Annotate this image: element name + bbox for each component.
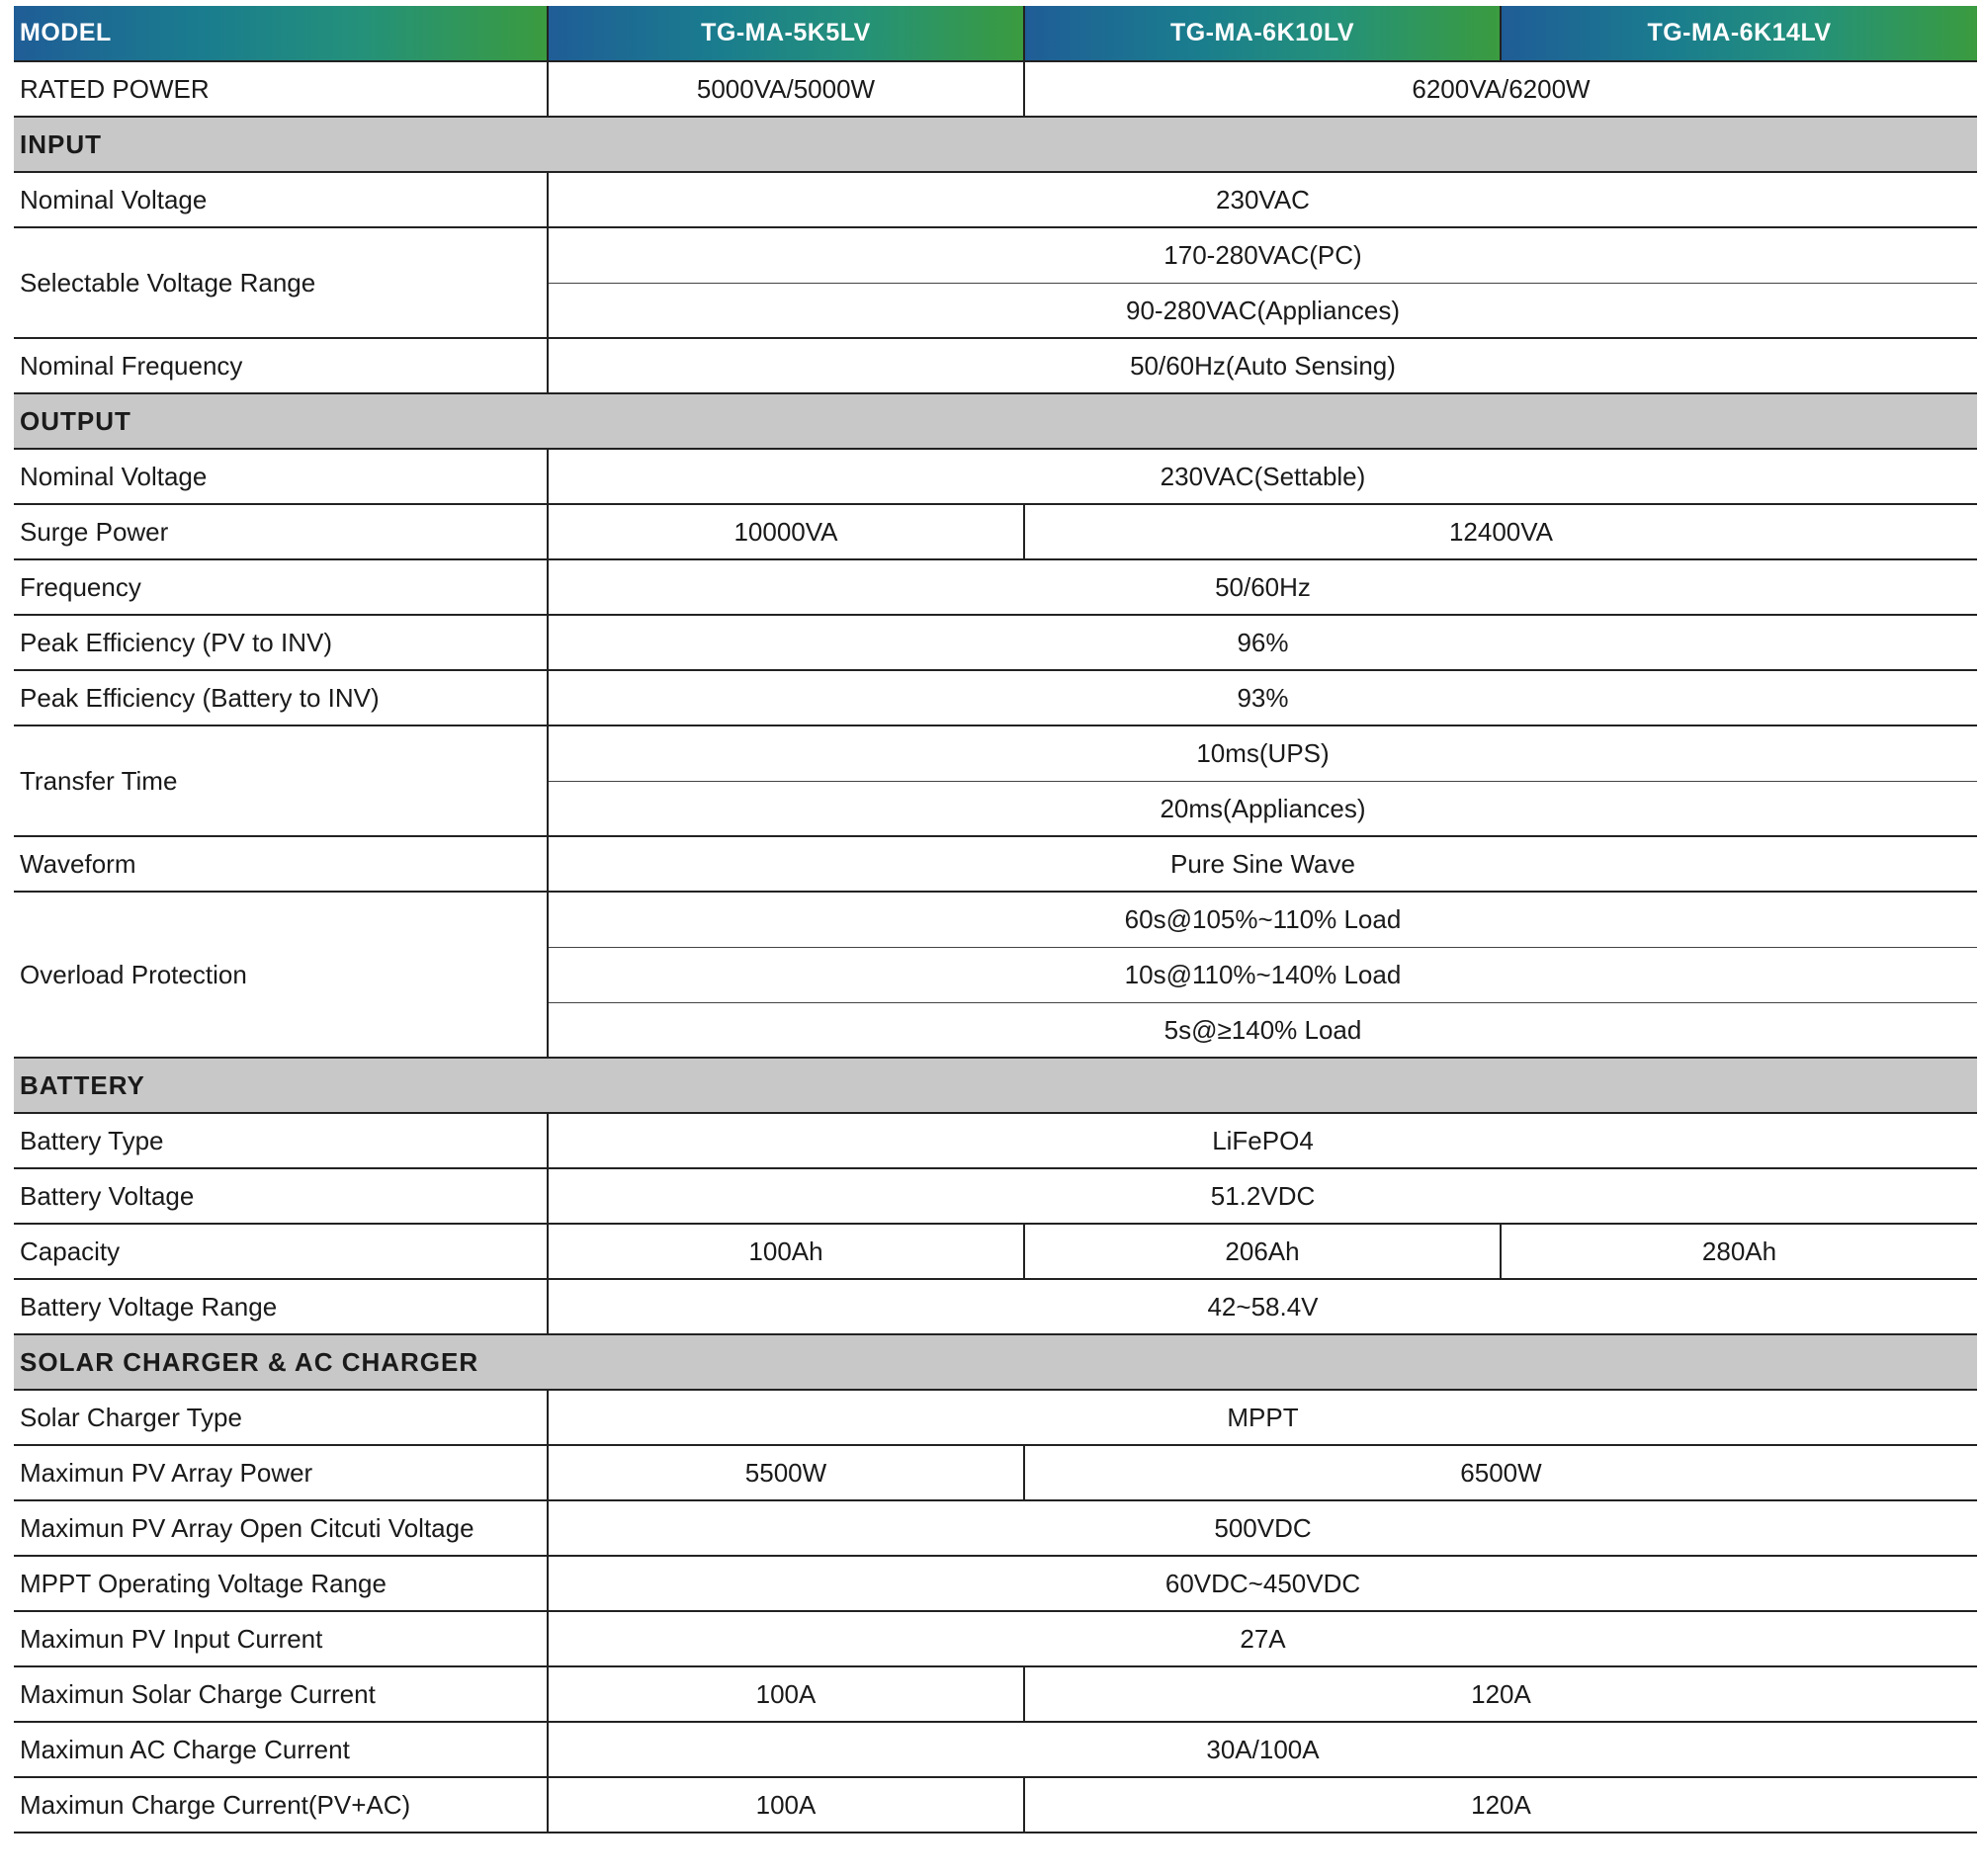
table-row bbox=[14, 504, 1977, 559]
table-row bbox=[14, 1445, 1977, 1500]
cell-frequency: 50/60Hz bbox=[548, 559, 1977, 615]
cell-max-solar-charge-current-6k: 120A bbox=[1024, 1666, 1977, 1722]
cell-capacity-6k10lv: 206Ah bbox=[1024, 1224, 1501, 1279]
table-row bbox=[14, 61, 1977, 117]
cell-max-pv-open-voltage: 500VDC bbox=[548, 1500, 1977, 1556]
cell-capacity-6k14lv: 280Ah bbox=[1501, 1224, 1977, 1279]
row-label-rated-power: RATED POWER bbox=[14, 61, 548, 117]
spec-table bbox=[14, 6, 1977, 1833]
row-label-output-nominal-voltage: Nominal Voltage bbox=[14, 449, 548, 504]
table-row bbox=[14, 1168, 1977, 1224]
cell-peak-eff-battery: 93% bbox=[548, 670, 1977, 725]
table-row bbox=[14, 338, 1977, 393]
table-row bbox=[14, 615, 1977, 670]
table-row bbox=[14, 1500, 1977, 1556]
row-label-waveform: Waveform bbox=[14, 836, 548, 892]
cell-max-charge-current-pv-ac-6k: 120A bbox=[1024, 1777, 1977, 1833]
cell-rated-power-5k5lv: 5000VA/5000W bbox=[548, 61, 1024, 117]
table-row bbox=[14, 892, 1977, 947]
table-row bbox=[14, 725, 1977, 781]
table-header bbox=[14, 6, 1977, 61]
table-row bbox=[14, 1556, 1977, 1611]
model-header-6k10lv: TG-MA-6K10LV bbox=[1024, 6, 1501, 61]
model-header-6k14lv: TG-MA-6K14LV bbox=[1501, 6, 1977, 61]
row-label-input-nominal-voltage: Nominal Voltage bbox=[14, 172, 548, 227]
cell-max-pv-input-current: 27A bbox=[548, 1611, 1977, 1666]
section-title-input: INPUT bbox=[14, 117, 1977, 172]
table-row bbox=[14, 1224, 1977, 1279]
table-row bbox=[14, 1113, 1977, 1168]
cell-solar-charger-type: MPPT bbox=[548, 1390, 1977, 1445]
row-label-transfer-time: Transfer Time bbox=[14, 725, 548, 836]
row-label-frequency: Frequency bbox=[14, 559, 548, 615]
cell-max-ac-charge-current: 30A/100A bbox=[548, 1722, 1977, 1777]
cell-selectable-voltage-pc: 170-280VAC(PC) bbox=[548, 227, 1977, 283]
row-label-nominal-frequency: Nominal Frequency bbox=[14, 338, 548, 393]
table-row bbox=[14, 449, 1977, 504]
cell-transfer-time-appliances: 20ms(Appliances) bbox=[548, 781, 1977, 836]
cell-transfer-time-ups: 10ms(UPS) bbox=[548, 725, 1977, 781]
row-label-peak-eff-battery: Peak Efficiency (Battery to INV) bbox=[14, 670, 548, 725]
cell-overload-10s: 10s@110%~140% Load bbox=[548, 947, 1977, 1002]
table-row bbox=[14, 1279, 1977, 1334]
row-label-mppt-voltage-range: MPPT Operating Voltage Range bbox=[14, 1556, 548, 1611]
cell-surge-power-5k5lv: 10000VA bbox=[548, 504, 1024, 559]
header-row bbox=[14, 6, 1977, 61]
row-label-overload-protection: Overload Protection bbox=[14, 892, 548, 1058]
row-label-max-pv-input-current: Maximun PV Input Current bbox=[14, 1611, 548, 1666]
table-row bbox=[14, 670, 1977, 725]
row-label-selectable-voltage-range: Selectable Voltage Range bbox=[14, 227, 548, 338]
section-header-input bbox=[14, 117, 1977, 172]
section-header-battery bbox=[14, 1058, 1977, 1113]
row-label-peak-eff-pv: Peak Efficiency (PV to INV) bbox=[14, 615, 548, 670]
row-label-capacity: Capacity bbox=[14, 1224, 548, 1279]
table-row bbox=[14, 1390, 1977, 1445]
cell-surge-power-6k: 12400VA bbox=[1024, 504, 1977, 559]
cell-battery-type: LiFePO4 bbox=[548, 1113, 1977, 1168]
row-label-max-solar-charge-current: Maximun Solar Charge Current bbox=[14, 1666, 548, 1722]
cell-input-nominal-voltage: 230VAC bbox=[548, 172, 1977, 227]
cell-selectable-voltage-appliances: 90-280VAC(Appliances) bbox=[548, 283, 1977, 338]
cell-peak-eff-pv: 96% bbox=[548, 615, 1977, 670]
cell-nominal-frequency: 50/60Hz(Auto Sensing) bbox=[548, 338, 1977, 393]
model-header-5k5lv: TG-MA-5K5LV bbox=[548, 6, 1024, 61]
cell-battery-voltage: 51.2VDC bbox=[548, 1168, 1977, 1224]
table-row bbox=[14, 227, 1977, 283]
table-row bbox=[14, 1666, 1977, 1722]
row-label-battery-voltage: Battery Voltage bbox=[14, 1168, 548, 1224]
table-row bbox=[14, 836, 1977, 892]
cell-capacity-5k5lv: 100Ah bbox=[548, 1224, 1024, 1279]
row-label-battery-type: Battery Type bbox=[14, 1113, 548, 1168]
cell-max-charge-current-pv-ac-5k5lv: 100A bbox=[548, 1777, 1024, 1833]
cell-max-solar-charge-current-5k5lv: 100A bbox=[548, 1666, 1024, 1722]
cell-max-pv-array-power-5k5lv: 5500W bbox=[548, 1445, 1024, 1500]
section-header-charger bbox=[14, 1334, 1977, 1390]
section-title-output: OUTPUT bbox=[14, 393, 1977, 449]
section-title-battery: BATTERY bbox=[14, 1058, 1977, 1113]
cell-max-pv-array-power-6k: 6500W bbox=[1024, 1445, 1977, 1500]
cell-overload-5s: 5s@≥140% Load bbox=[548, 1002, 1977, 1058]
row-label-max-ac-charge-current: Maximun AC Charge Current bbox=[14, 1722, 548, 1777]
cell-output-nominal-voltage: 230VAC(Settable) bbox=[548, 449, 1977, 504]
cell-rated-power-6k: 6200VA/6200W bbox=[1024, 61, 1977, 117]
cell-overload-60s: 60s@105%~110% Load bbox=[548, 892, 1977, 947]
cell-waveform: Pure Sine Wave bbox=[548, 836, 1977, 892]
model-header-label: MODEL bbox=[14, 6, 548, 61]
table-row bbox=[14, 172, 1977, 227]
section-header-output bbox=[14, 393, 1977, 449]
cell-battery-voltage-range: 42~58.4V bbox=[548, 1279, 1977, 1334]
row-label-solar-charger-type: Solar Charger Type bbox=[14, 1390, 548, 1445]
table-body bbox=[14, 61, 1977, 1833]
row-label-max-pv-open-voltage: Maximun PV Array Open Citcuti Voltage bbox=[14, 1500, 548, 1556]
row-label-battery-voltage-range: Battery Voltage Range bbox=[14, 1279, 548, 1334]
table-row bbox=[14, 559, 1977, 615]
row-label-max-charge-current-pv-ac: Maximun Charge Current(PV+AC) bbox=[14, 1777, 548, 1833]
row-label-surge-power: Surge Power bbox=[14, 504, 548, 559]
table-row bbox=[14, 1611, 1977, 1666]
table-row bbox=[14, 1777, 1977, 1833]
cell-mppt-voltage-range: 60VDC~450VDC bbox=[548, 1556, 1977, 1611]
section-title-charger: SOLAR CHARGER & AC CHARGER bbox=[14, 1334, 1977, 1390]
row-label-max-pv-array-power: Maximun PV Array Power bbox=[14, 1445, 548, 1500]
table-row bbox=[14, 1722, 1977, 1777]
